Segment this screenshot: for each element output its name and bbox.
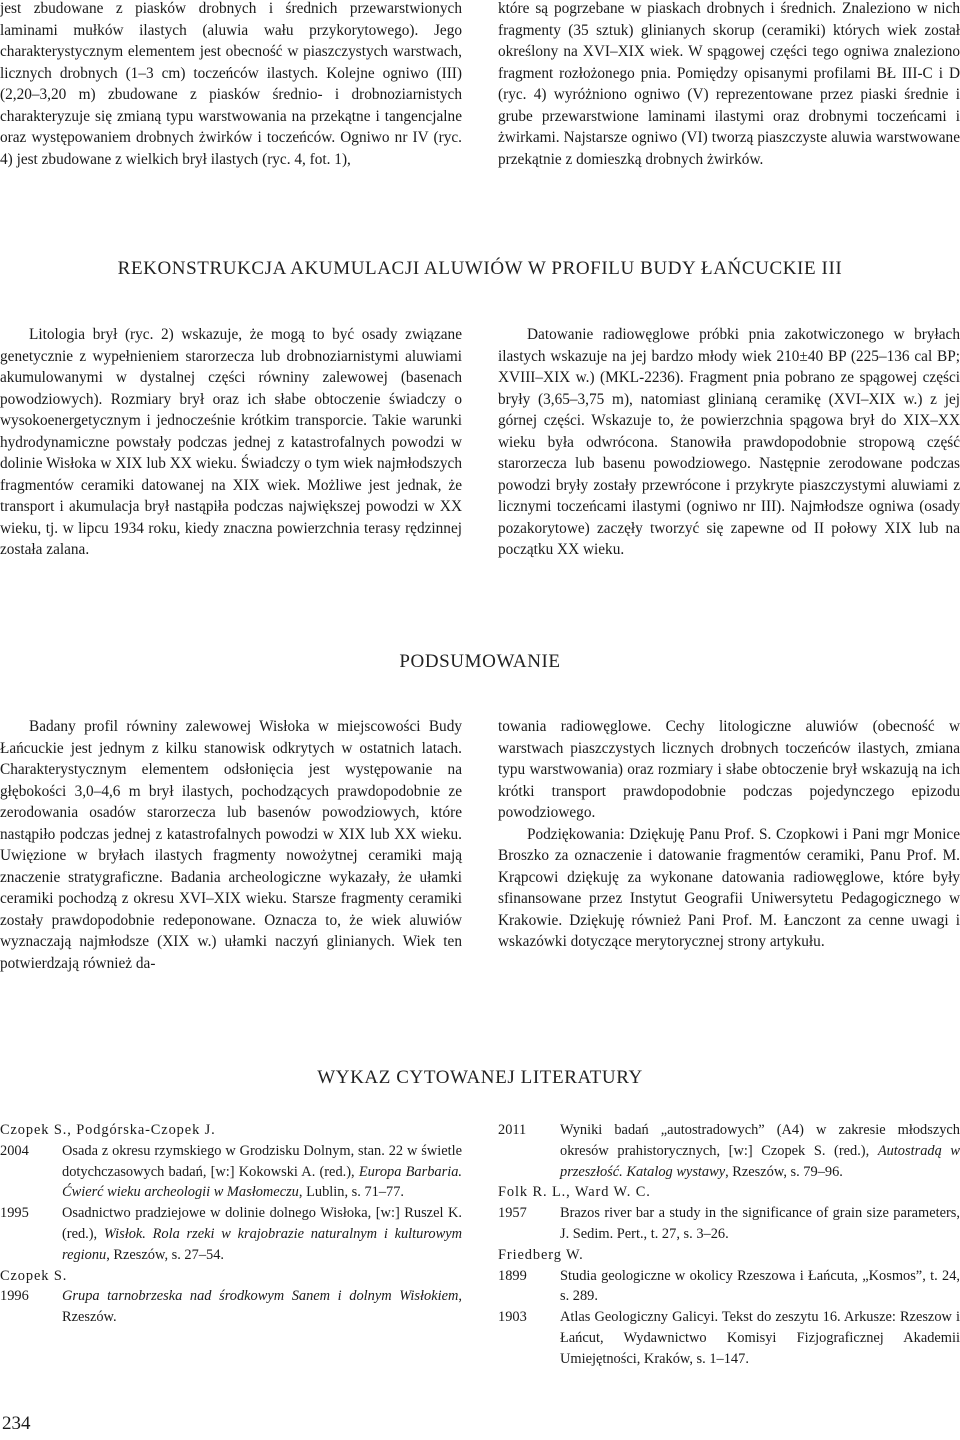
reference-year: 2011 xyxy=(498,1122,527,1138)
reference-year: 1903 xyxy=(498,1309,527,1326)
paragraph: jest zbudowane z piasków drobnych i średnich przewarstwionych laminami mułków ilastych (aluwia wału przykorytowego). Jego charakterystycznym elementem jest obecność w piaszczystych warstwach, licznych drobnych (1–3 cm) toczeńców ilastych. Kolejne ogniwo (III) (2,20–3,20 m) zbudowane z piasków średnio- i drobnoziarnistych charakteryzuje się zmianą typu warstwowania na przekątne i tangencjalne oraz występowaniem drobnych żwirków i toczeńców. Ogniwo nr IV (ryc. 4) jest zbudowane z wielkich brył ilastych (ryc. 4, fot. 1), xyxy=(0,0,462,168)
section1-right-column xyxy=(498,324,960,561)
reference-plain-text: Osada z okresu rzymskiego w Grodzisku Dolnym, stan. 22 w świetle dotychczasowych badań, [w:] Kokowski A. (red.), xyxy=(62,1142,462,1180)
paragraph: Litologia brył (ryc. 2) wskazuje, że mogą to być osady związane genetycznie z wypełnieniem starorzecza lub drobnoziarnistymi aluwiami akumulowanymi w dystalnej części równiny zalewowej (basenach powodziowych). Rozmiary brył oraz ich słabe obtoczenie świadczy o wysokoenergetycznym i jednocześnie krótkim transporcie. Takie warunki hydrodynamiczne powstały podczas jednej z katastrofalnych powodzi w dolinie Wisłoka w XIX lub XX wieku. Świadczy o tym wiek najmłodszych fragmentów ceramiki datowanej na XIX wiek. Możliwe jest jednak, że transport i akumulacja brył nastąpiła podczas największej powodzi w XX wieku, tj. w lipcu 1934 roku, kiedy znaczna powierzchnia terasy rędzinnej została zalana. xyxy=(0,326,462,558)
section-heading-reconstruction: REKONSTRUKCJA AKUMULACJI ALUWIÓW W PROFILU BUDY ŁAŃCUCKIE III xyxy=(117,258,843,279)
reference-year: 1995 xyxy=(0,1205,29,1222)
reference-plain-text: Osadnictwo pradziejowe w dolinie dolnego Wisłoka, [w:] Ruszel K. (red.), xyxy=(62,1205,462,1242)
reference-author: Folk R. L., Ward W. C. xyxy=(498,1184,651,1201)
reference-author: Czopek S. xyxy=(0,1267,68,1284)
reference-plain-text: Brazos river bar a study in the significance of grain size parameters, J. Sedim. Pert., t. 27, s. 3–26. xyxy=(560,1205,960,1242)
reference-text xyxy=(560,1120,960,1182)
reference-title: Autostradą w przeszłość. Katalog wystawy xyxy=(560,1142,960,1180)
reference-text xyxy=(62,1203,462,1265)
reference-year: 2004 xyxy=(0,1142,29,1159)
reference-text xyxy=(62,1286,462,1328)
paragraph: Badany profil równiny zalewowej Wisłoka w miejscowości Budy Łańcuckie jest jednym z kilku stanowisk odkrytych w ostatnich latach. Charakterystycznym elementem odsłonięcia jest występowanie na głębokości 3,0–4,6 m brył ilastych, pochodzących prawdopodobnie ze zerodowania osadów starorzecza lub basenów powodziowych, które nastąpiło podczas jednej z katastrofalnych powodzi w XIX lub XX wieku. Uwięzione w bryłach ilastych fragmenty nowożytnej ceramiki mają znaczenie stratygraficzne. Badania archeologiczne wykazały, że ułamki ceramiki pochodzą z okresu XVI–XIX wieku. Starsze fragmenty ceramiki zostały prawdopodobnie redeponowane. Oznacza to, że wiek aluwiów wyznaczają najmłodsze (XIX w.) ułamki naczyń glinianych. Wiek ten potwierdzają również da- xyxy=(0,718,462,972)
reference-tail-text: , Lublin, s. 71–77. xyxy=(298,1184,405,1201)
references-right-column xyxy=(498,1120,960,1370)
paragraph: Datowanie radiowęglowe próbki pnia zakotwiczonego w bryłach ilastych wskazuje na jej bardzo młody wiek 210±40 BP (225–136 cal BP; XVIII–XIX w.) (MKL-2236). Fragment pnia pobrano ze spągowej części bryły (3,65–3,75 m), natomiast glinianą ceramikę (XVI–XIX w.) z jej górnej części. Wskazuje to, że powierzchnia spągowa brył do XIX–XX wieku była odwrócona. Stanowiła prawdopodobnie stropową część starorzecza lub basenu powodziowego. Następnie zerodowane podczas powodzi bryły zostały przewrócone i przykryte piaszczystymi aluwiami z licznymi toczeńcami ilastymi (ogniwo nr III). Najmłodsze ogniwa (osady pozakorytowe) zaczęły tworzyć się zapewne od II połowy XIX lub na początku XX wieku. xyxy=(498,326,960,558)
section-heading-summary: PODSUMOWANIE xyxy=(399,651,561,672)
reference-year: 1996 xyxy=(0,1288,29,1305)
references-left-column xyxy=(0,1120,462,1328)
top-left-column xyxy=(0,0,462,170)
section2-right-column xyxy=(498,716,960,953)
page-number: 234 xyxy=(2,1413,31,1434)
reference-entry xyxy=(0,1286,462,1328)
reference-tail-text: , Rzeszów, s. 79–96. xyxy=(725,1163,843,1180)
reference-year: 1899 xyxy=(498,1267,527,1284)
reference-entry xyxy=(498,1120,960,1182)
reference-plain-text: Wyniki badań „autostradowych” (A4) w zakresie młodszych okresów prahistorycznych, [w:] Czopek S. (red.), xyxy=(560,1122,960,1159)
reference-text xyxy=(62,1141,462,1203)
section1-left-column xyxy=(0,324,462,561)
paragraph: towania radiowęglowe. Cechy litologiczne aluwiów (obecność w warstwach piaszczystych licznych drobnych toczeńców ilastych, zmiana typu warstwowania) oraz rozmiary i słabe obtoczenie brył wskazują na ich krótki transport prawdopodobnie podczas pojedynczego epizodu powodziowego. xyxy=(498,718,960,821)
reference-entry xyxy=(0,1141,462,1203)
reference-author: Friedberg W. xyxy=(498,1246,584,1263)
reference-tail-text: , Rzeszów, s. 27–54. xyxy=(106,1246,225,1263)
reference-title: Grupa tarnobrzeska nad środkowym Sanem i dolnym Wisłokiem xyxy=(62,1288,459,1305)
reference-text xyxy=(560,1203,960,1245)
reference-text xyxy=(560,1266,960,1308)
section-heading-references: WYKAZ CYTOWANEJ LITERATURY xyxy=(317,1067,643,1088)
reference-entry xyxy=(498,1266,960,1308)
paragraph: które są pogrzebane w piaskach drobnych i średnich. Znaleziono w nich fragmenty (35 sztuk) glinianych skorup (ceramiki) których wiek został określony na XVI–XIX wiek. W spągowej części tego ogniwa znaleziono fragment rozłożonego pnia. Pomiędzy opisanymi profilami BŁ III-C i D (ryc. 4) wyróżniono ogniwo (V) reprezentowane przez piaski średnie i grube przewarstwione laminami ilastymi oraz drobnymi toczeńcami i żwirkami. Najstarsze ogniwo (VI) tworzą piaszczyste aluwia warstwowane przekątnie z domieszką drobnych żwirków. xyxy=(498,0,960,168)
reference-entry xyxy=(0,1203,462,1265)
reference-entry xyxy=(498,1307,960,1369)
reference-entry xyxy=(498,1203,960,1245)
section2-left-column xyxy=(0,716,462,974)
reference-tail-text: , Rzeszów. xyxy=(62,1288,462,1326)
reference-year: 1957 xyxy=(498,1205,527,1222)
reference-title: Wisłok. Rola rzeki w krajobrazie naturalnym i kulturowym regionu xyxy=(62,1225,462,1263)
reference-author: Czopek S., Podgórska-Czopek J. xyxy=(0,1122,216,1138)
reference-plain-text: Atlas Geologiczny Galicyi. Tekst do zeszytu 16. Arkusze: Rzeszow i Łańcut, Wydawnictwo Komisyi Fizjograficznej Akademii Umiejętności, Kraków, s. 1–147. xyxy=(560,1309,960,1367)
acknowledgements-paragraph: Podziękowania: Dziękuję Panu Prof. S. Czopkowi i Pani mgr Monice Broszko za oznaczenie i datowanie fragmentów ceramiki, Panu Prof. M. Krąpcowi dziękuję za wykonane datowania radiowęglowe, które były sfinansowane przez Instytut Geografii Uniwersytetu Pedagogicznego w Krakowie. Dziękuję również Pani Prof. M. Łanczont za cenne uwagi i wskazówki dotyczące merytorycznej strony artykułu. xyxy=(498,825,960,950)
top-right-column xyxy=(498,0,960,170)
reference-text xyxy=(560,1307,960,1369)
reference-plain-text: Studia geologiczne w okolicy Rzeszowa i Łańcuta, „Kosmos”, t. 24, s. 289. xyxy=(560,1267,960,1305)
reference-title: Europa Barbaria. Ćwierć wieku archeologii w Masłomeczu xyxy=(62,1163,462,1201)
